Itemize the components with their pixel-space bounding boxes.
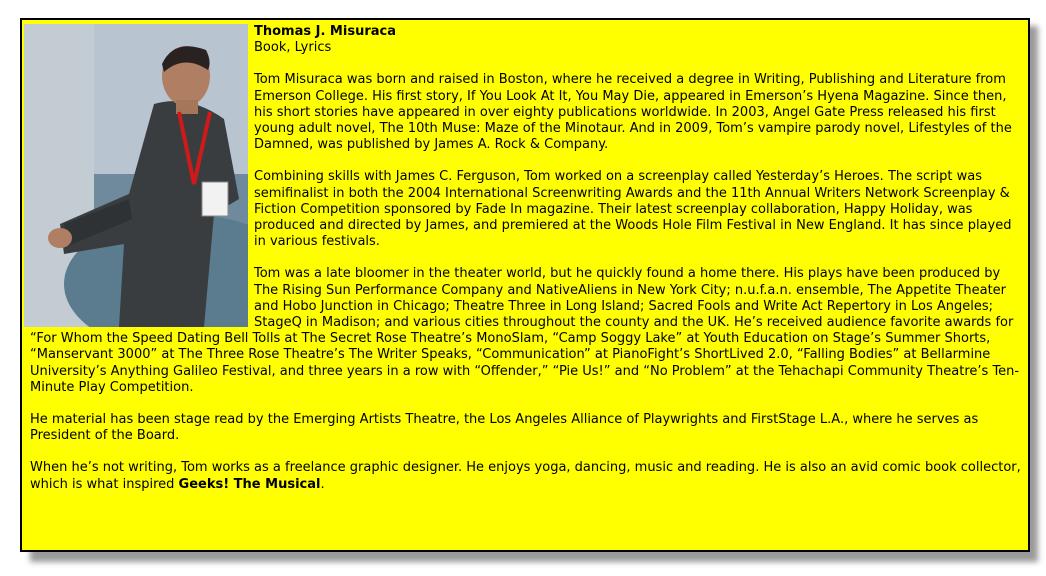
- bio-paragraph-5-end: .: [320, 476, 325, 492]
- bio-paragraph-3: Tom was a late bloomer in the theater world, but he quickly found a home there. His plays have been produced by The Rising Sun Performance Company and NativeAliens in New York City; n.u.f.a.n. ensemble, The Appetite Theater and Hobo Junction in Chicago; Theatre Three in Long Island; Sacred Fools and Write Act Repertory in Los Angeles; StageQ in Madison; and various cities throughout the county and the UK. He’s received audience favorite awards for “For Whom the Speed Dating Bell Tolls at The Secret Rose Theatre’s MonoSlam, “Camp Soggy Lake” at Youth Education on Stage’s Summer Shorts, “Manservant 3000” at The Three Rose Theatre’s The Writer Speaks, “Communication” at PianoFight’s ShortLived 2.0, “Falling Bodies” at Bellarmine University’s Anything Galileo Festival, and three years in a row with “Offender,” “Pie Us!” and “No Problem” at the Tehachapi Community Theatre’s Ten-Minute Play Competition.: [30, 266, 1020, 395]
- show-title: Geeks! The Musical: [178, 476, 321, 492]
- bio-paragraph-5: [30, 460, 1022, 492]
- bio-panel: [20, 18, 1030, 552]
- author-role: Book, Lyrics: [254, 40, 332, 56]
- bio-paragraph-2: Combining skills with James C. Ferguson, Tom worked on a screenplay called Yesterday’s Heroes. The script was semifinalist in both the 2004 International Screenwriting Awards and the 11th Annual Writers Network Screenplay & Fiction Competition sponsored by Fade In magazine. Their latest screenplay collaboration, Happy Holiday, was produced and directed by James, and premiered at the Woods Hole Film Festival in New England. It has since played in various festivals.: [254, 169, 1012, 250]
- author-name: Thomas J. Misuraca: [254, 24, 396, 39]
- bio-paragraph-1: Tom Misuraca was born and raised in Boston, where he received a degree in Writing, Publishing and Literature from Emerson College. His first story, If You Look At It, You May Die, appeared in Emerson’s Hyena Magazine. Since then, his short stories have appeared in over eighty publications worldwide. In 2003, Angel Gate Press released his first young adult novel, The 10th Muse: Maze of the Minotaur. And in 2009, Tom’s vampire parody novel, Lifestyles of the Damned, was published by James A. Rock & Company.: [254, 72, 1012, 153]
- photo-spacer: [28, 24, 254, 327]
- bio-text: [28, 24, 1022, 509]
- bio-paragraph-4: He material has been stage read by the Emerging Artists Theatre, the Los Angeles Alliance of Playwrights and FirstStage L.A., where he serves as President of the Board.: [30, 412, 979, 444]
- bio-paragraph-5-text: When he’s not writing, Tom works as a freelance graphic designer. He enjoys yoga, dancing, music and reading. He is also an avid comic book collector, which is what inspired: [30, 460, 1021, 492]
